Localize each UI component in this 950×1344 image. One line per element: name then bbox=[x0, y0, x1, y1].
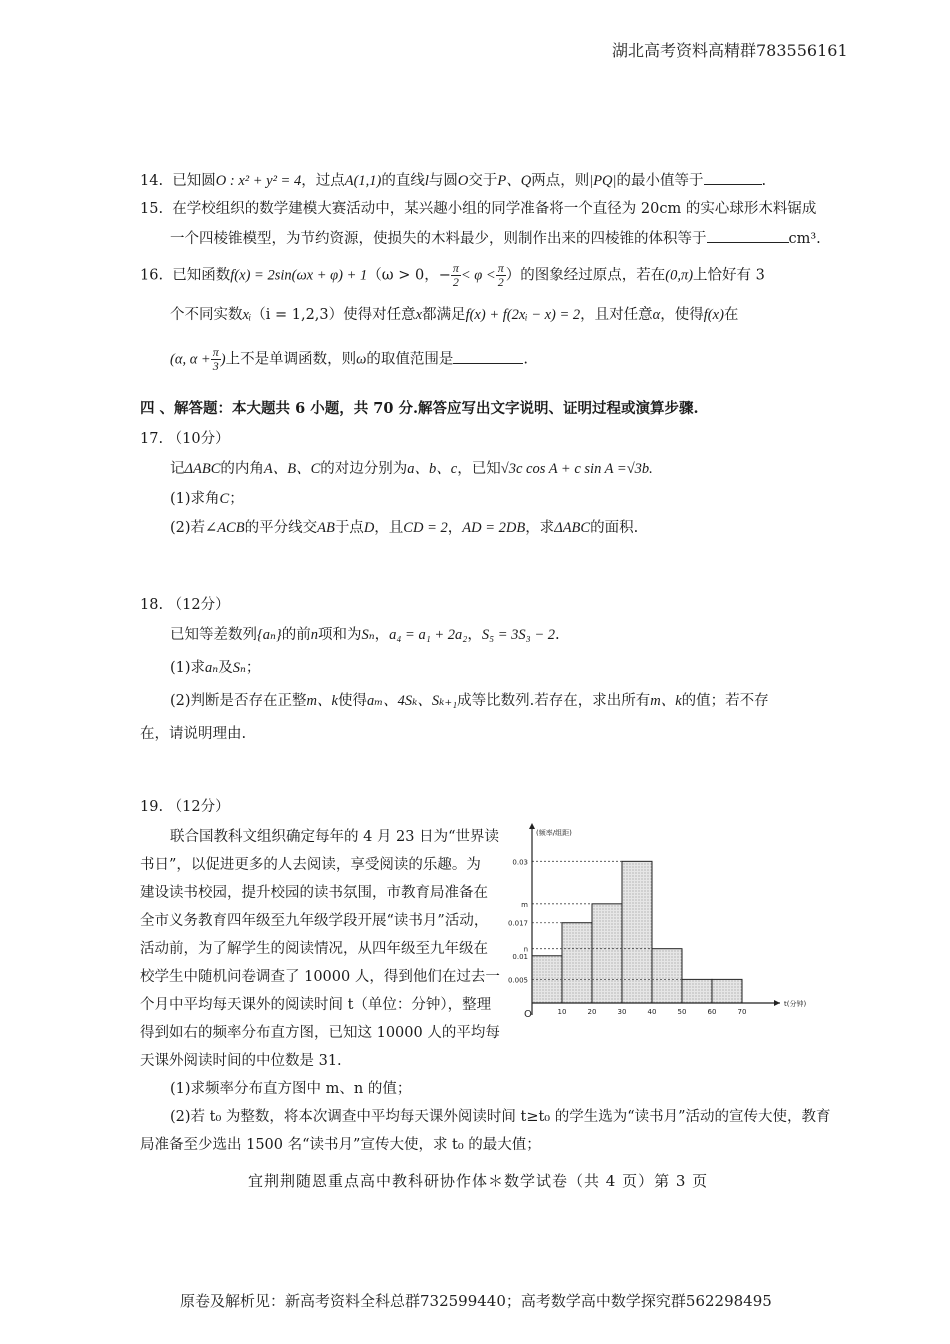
q16-text: ，使得 bbox=[660, 307, 704, 323]
q18-text: 的前 bbox=[281, 627, 311, 643]
x-tick-label: 20 bbox=[587, 1008, 597, 1016]
q17-angle: ∠ACB bbox=[205, 520, 245, 536]
pi-over-2-fraction bbox=[451, 262, 461, 289]
histogram-bar bbox=[652, 949, 682, 1003]
q18-mk: m、k bbox=[650, 693, 682, 709]
q17-triangle: ΔABC bbox=[554, 520, 591, 536]
q16-interval-close: ) bbox=[220, 351, 226, 368]
histogram-bar bbox=[622, 861, 652, 1003]
q16-text: 的图象经过原点，若在 bbox=[520, 267, 666, 284]
y-tick-label: 0.01 bbox=[512, 952, 528, 961]
q16-number: 16. bbox=[140, 267, 164, 284]
q18-text: (2)判断是否存在正整 bbox=[170, 693, 307, 709]
q18-text: . bbox=[554, 627, 560, 643]
x-axis-label: t(分钟) bbox=[784, 1000, 807, 1008]
q18-text: 及 bbox=[218, 660, 233, 676]
q14-text: 两点，则 bbox=[531, 173, 590, 189]
q16-text: 的取值范围是 bbox=[366, 351, 454, 368]
q14-text: 已知圆 bbox=[172, 173, 216, 189]
q16-interval: (0,π) bbox=[665, 267, 694, 284]
q17-text: ， bbox=[447, 520, 463, 536]
q17-sqrt3: √3 bbox=[626, 461, 642, 477]
q17-text: (2)若 bbox=[170, 520, 206, 536]
q17-text: (1)求角 bbox=[170, 491, 220, 507]
answer-blank bbox=[704, 172, 762, 185]
q18-sequence: {aₙ} bbox=[257, 627, 282, 643]
answer-blank bbox=[453, 351, 523, 364]
q17-text: 的平分线交 bbox=[244, 520, 318, 536]
x-tick-label: 50 bbox=[677, 1008, 687, 1016]
q14-point: A(1,1) bbox=[344, 173, 382, 189]
q19-line-4: 活动前，为了解学生的阅读情况，从四年级至九年级在 bbox=[140, 941, 488, 957]
q18-eq1: a₄ = a₁ + 2a₂ bbox=[389, 627, 468, 643]
q16-function: f(x) = 2sin(ωx + φ) + 1 bbox=[230, 267, 368, 284]
q19-line-1: 书日”，以促进更多的人去阅读，享受阅读的乐趣。为 bbox=[140, 857, 481, 873]
q19-line-0: 联合国教科文组织确定每年的 4 月 23 日为“世界读 bbox=[170, 829, 500, 845]
q17-statement bbox=[170, 462, 653, 477]
q18-text: 成等比数列.若存在，求出所有 bbox=[457, 693, 651, 709]
q16-ineq: < φ < bbox=[460, 267, 496, 284]
q18-statement bbox=[170, 628, 560, 643]
q15-unit: cm³. bbox=[788, 231, 821, 247]
x-axis-arrow bbox=[774, 1000, 780, 1006]
q17-part2 bbox=[170, 521, 638, 536]
q14-text: 与圆 bbox=[428, 173, 458, 189]
origin-label: O bbox=[524, 1009, 532, 1020]
y-tick-label: m bbox=[521, 900, 528, 909]
q18-text: (1)求 bbox=[170, 660, 206, 676]
q14-points: P、Q bbox=[497, 173, 532, 189]
q14-text: ，过点 bbox=[301, 173, 345, 189]
histogram-bar bbox=[682, 979, 712, 1003]
q17-angle-c: C bbox=[219, 491, 230, 507]
q18-text: 的值；若不存 bbox=[681, 693, 769, 709]
q18-sn: Sₙ bbox=[361, 627, 375, 643]
q16-fx: f(x) bbox=[703, 307, 724, 323]
frac-den: 2 bbox=[497, 275, 504, 290]
answer-blank bbox=[707, 230, 789, 243]
q16-xi: xᵢ bbox=[242, 307, 252, 323]
q16-text: ，且对任意 bbox=[580, 307, 653, 323]
q17-equation: c cos A + c sin A = bbox=[515, 461, 627, 477]
q17-angles: A、B、C bbox=[263, 461, 321, 477]
q16-text: 个不同实数 bbox=[170, 307, 243, 323]
y-tick-label: n bbox=[523, 945, 528, 954]
q18-part1 bbox=[170, 661, 260, 676]
q19-part1: (1)求频率分布直方图中 m、n 的值； bbox=[170, 1081, 412, 1097]
q17-text: ，已知 bbox=[457, 461, 501, 477]
q16-text: 在 bbox=[723, 307, 739, 323]
q18-text: ， bbox=[467, 627, 482, 643]
q17-text: 的对边分别为 bbox=[320, 461, 408, 477]
histogram-bar bbox=[562, 923, 592, 1003]
q15-number: 15. bbox=[140, 201, 164, 217]
y-tick-label: 0.005 bbox=[507, 976, 528, 985]
q16-equation: f(x) + f(2xᵢ − x) = 2 bbox=[465, 307, 581, 323]
q19-part2-line1: (2)若 t₀ 为整数，将本次调查中平均每天课外阅读时间 t≥t₀ 的学生选为“读书月”活动的宣传大使，教育 bbox=[170, 1109, 831, 1125]
q14-text: 交于 bbox=[468, 173, 498, 189]
histogram-bar bbox=[712, 979, 742, 1003]
q18-text: ， bbox=[374, 627, 390, 643]
q18-text: 已知等差数列 bbox=[170, 627, 257, 643]
q14-abs: |PQ| bbox=[589, 173, 617, 189]
q14-circle-eq: O : x² + y² = 4 bbox=[215, 173, 302, 189]
q17-d: D bbox=[363, 520, 375, 536]
q18-text: ； bbox=[245, 660, 261, 676]
q18-an: aₙ bbox=[205, 660, 219, 676]
header-note: 湖北高考资料高精群783556161 bbox=[612, 41, 848, 60]
q19-line-7: 得到如右的频率分布直方图，已知这 10000 人的平均每 bbox=[140, 1025, 500, 1041]
q16-alpha: α bbox=[652, 307, 661, 323]
q19-line-5: 校学生中随机问卷调查了 10000 人，得到他们在过去一 bbox=[140, 969, 500, 985]
q16-condition: （ω > 0， bbox=[367, 267, 439, 284]
q17-equation-end: b. bbox=[641, 461, 653, 477]
question-15 bbox=[140, 202, 816, 217]
question-15-line2 bbox=[170, 230, 821, 247]
frac-num: π bbox=[212, 345, 219, 359]
q16-minus: − bbox=[438, 267, 451, 284]
q19-part2-line2: 局准备至少选出 1500 名“读书月”宣传大使，求 t₀ 的最大值； bbox=[140, 1137, 541, 1153]
q18-part2-cont: 在，请说明理由. bbox=[140, 726, 247, 742]
q18-part2 bbox=[170, 694, 769, 709]
q17-triangle: ΔABC bbox=[184, 461, 221, 477]
pi-over-3-fraction bbox=[211, 346, 221, 373]
question-16-line3 bbox=[170, 346, 528, 373]
q18-text: 项和为 bbox=[317, 627, 362, 643]
q17-text: 的内角 bbox=[220, 461, 264, 477]
q15-line2: 一个四棱锥模型，为节约资源，使损失的木料最少，则制作出来的四棱锥的体积等于 bbox=[170, 231, 707, 247]
q17-cd: CD = 2 bbox=[403, 520, 448, 536]
q16-x: x bbox=[415, 307, 423, 323]
q17-text: ，求 bbox=[525, 520, 555, 536]
y-axis-label: (频率/组距) bbox=[536, 829, 572, 837]
q16-text: 上不是单调函数，则 bbox=[225, 351, 357, 368]
q17-text: 记 bbox=[170, 461, 185, 477]
q16-text: 上恰好有 3 bbox=[693, 267, 765, 284]
q18-n: n bbox=[310, 627, 318, 643]
x-tick-label: 10 bbox=[557, 1008, 567, 1016]
q18-terms: aₘ、4Sₖ、Sₖ₊₁ bbox=[366, 693, 458, 709]
pi-over-2-fraction bbox=[496, 262, 506, 289]
q16-omega: ω bbox=[356, 351, 367, 368]
q14-number: 14. bbox=[140, 173, 164, 189]
q19-header: 19. （12分） bbox=[140, 799, 230, 815]
q16-interval-alpha: (α, α + bbox=[170, 351, 211, 368]
q15-line1: 在学校组织的数学建模大赛活动中，某兴趣小组的同学准备将一个直径为 20cm 的实心球形木料锯成 bbox=[172, 201, 817, 217]
q19-line-2: 建设读书校园，提升校园的读书氛围，市教育局准备在 bbox=[140, 885, 488, 901]
q18-mk: m、k bbox=[306, 693, 338, 709]
question-14 bbox=[140, 172, 766, 189]
q17-part1 bbox=[170, 492, 244, 507]
y-tick-label: 0.017 bbox=[507, 919, 528, 928]
x-tick-label: 60 bbox=[707, 1008, 717, 1016]
section-4-heading: 四 、解答题：本大题共 6 小题，共 70 分.解答应写出文字说明、证明过程或演算步骤. bbox=[140, 400, 699, 417]
q18-eq2: S₅ = 3S₃ − 2 bbox=[481, 627, 555, 643]
page-footer: 宜荆荆随恩重点高中教科研协作体＊数学试卷（共 4 页）第 3 页 bbox=[248, 1172, 709, 1190]
q17-text: ； bbox=[229, 491, 244, 507]
q19-line-6: 个月中平均每天课外的阅读时间 t（单位：分钟），整理 bbox=[140, 997, 492, 1013]
x-tick-label: 30 bbox=[617, 1008, 627, 1016]
q16-text: 都满足 bbox=[422, 307, 466, 323]
y-tick-label: 0.03 bbox=[512, 858, 528, 867]
frequency-histogram bbox=[500, 815, 820, 1045]
q18-header: 18. （12分） bbox=[140, 597, 230, 613]
q14-line-l: l bbox=[424, 173, 429, 189]
question-16 bbox=[140, 262, 765, 289]
frac-den: 3 bbox=[212, 359, 219, 374]
bottom-note: 原卷及解析见：新高考资料全科总群732599440；高考数学高中数学探究群562298495 bbox=[180, 1292, 772, 1310]
q17-sqrt3: √3 bbox=[500, 461, 516, 477]
frac-den: 2 bbox=[452, 275, 459, 290]
q19-line-3: 全市义务教育四年级至九年级学段开展“读书月”活动， bbox=[140, 913, 489, 929]
question-16-line2 bbox=[170, 308, 738, 323]
q17-text: 的面积. bbox=[590, 520, 639, 536]
q16-condition-end: ） bbox=[505, 267, 521, 284]
q16-end: . bbox=[523, 351, 528, 368]
q17-header: 17. （10分） bbox=[140, 431, 230, 447]
q17-sides: a、b、c bbox=[407, 461, 458, 477]
q18-sn: Sₙ bbox=[232, 660, 246, 676]
q14-text: 的最小值等于 bbox=[616, 173, 704, 189]
frac-num: π bbox=[452, 261, 459, 275]
x-tick-label: 70 bbox=[737, 1008, 747, 1016]
q17-text: 于点 bbox=[334, 520, 364, 536]
x-tick-label: 40 bbox=[647, 1008, 657, 1016]
q17-text: ，且 bbox=[374, 520, 404, 536]
histogram-bar bbox=[592, 904, 622, 1003]
q14-text: 的直线 bbox=[381, 173, 425, 189]
q16-text: （i = 1,2,3）使得对任意 bbox=[251, 307, 416, 323]
q17-ad: AD = 2DB bbox=[462, 520, 526, 536]
q18-text: 使得 bbox=[337, 693, 367, 709]
q17-ab: AB bbox=[317, 520, 335, 536]
q16-text: 已知函数 bbox=[172, 267, 231, 284]
q14-end: . bbox=[761, 173, 767, 189]
q14-circle-o: O bbox=[457, 173, 469, 189]
y-axis-arrow bbox=[529, 823, 535, 829]
frac-num: π bbox=[497, 261, 504, 275]
q19-line-8: 天课外阅读时间的中位数是 31. bbox=[140, 1053, 342, 1069]
